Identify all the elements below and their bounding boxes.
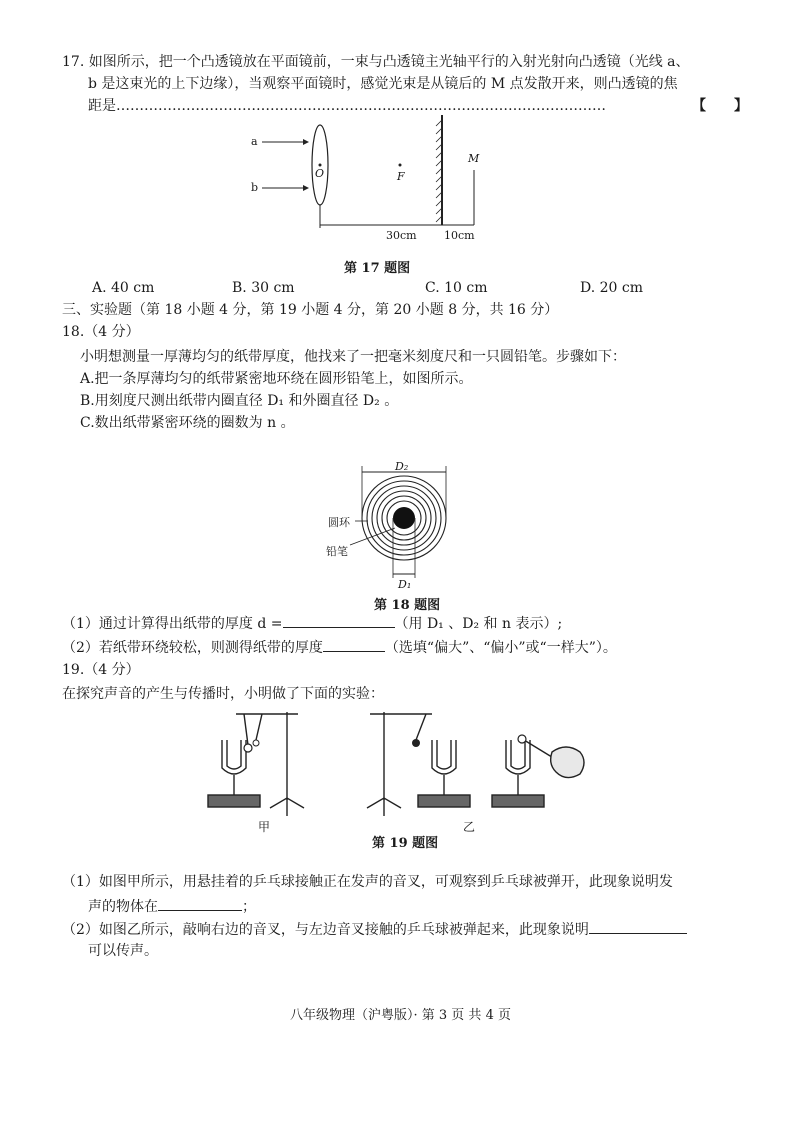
- page-footer: 八年级物理（沪粤版）· 第 3 页 共 4 页: [290, 1008, 511, 1023]
- setup-jia-label: 甲: [258, 820, 271, 834]
- ring-label: 圆环: [328, 516, 350, 529]
- q19-sub2-line1: [62, 919, 687, 939]
- d1-label: D₁: [398, 578, 412, 591]
- q17-option-b: B. 30 cm: [232, 280, 295, 296]
- dist-30cm-label: 30cm: [386, 229, 417, 242]
- q18-sub2-suffix: （选填“偏大”、“偏小”或“一样大”）。: [384, 640, 617, 656]
- section-3-heading: 三、实验题（第 18 小题 4 分，第 19 小题 4 分，第 20 小题 8 分，共 16 分）: [62, 302, 559, 318]
- q19-sub1-line2: [88, 896, 256, 916]
- q19-answer-blank-2[interactable]: [589, 919, 687, 934]
- q18-step-a: A.把一条厚薄均匀的纸带紧密地环绕在圆形铅笔上，如图所示。: [80, 371, 473, 387]
- q17-option-a: A. 40 cm: [92, 280, 155, 296]
- q19-caption: 第 19 题图: [372, 836, 439, 851]
- q18-sub2-prefix: （2）若纸带环绕较松，则测得纸带的厚度: [62, 640, 323, 656]
- q18-intro: 小明想测量一厚薄均匀的纸带厚度，他找来了一把毫米刻度尺和一只圆铅笔。步骤如下：: [80, 349, 626, 365]
- dist-10cm-label: 10cm: [444, 229, 475, 242]
- q19-answer-blank-1[interactable]: [158, 896, 242, 911]
- q18-sub1-suffix: （用 D₁ 、D₂ 和 n 表示）;: [394, 616, 563, 632]
- q18-step-b: B.用刻度尺测出纸带内圈直径 D₁ 和外圈直径 D₂ 。: [80, 393, 399, 409]
- pencil-label: 铅笔: [326, 545, 348, 558]
- d2-label: D₂: [395, 460, 409, 473]
- point-m-label: M: [468, 152, 480, 165]
- q19-sub2-line2: 可以传声。: [88, 943, 158, 959]
- q19-sub1-suffix: ；: [242, 899, 256, 915]
- q17-line1: 17. 如图所示，把一个凸透镜放在平面镜前，一束与凸透镜主光轴平行的入射光射向凸透镜（光线 a、: [62, 54, 690, 70]
- q19-sub1-prefix: 声的物体在: [88, 899, 158, 915]
- q19-sub1-line1: （1）如图甲所示，用悬挂着的乒乓球接触正在发声的音叉，可观察到乒乓球被弹开，此现象说明发: [62, 874, 673, 890]
- q17-caption: 第 17 题图: [344, 261, 411, 276]
- q18-step-c: C.数出纸带紧密环绕的圈数为 n 。: [80, 415, 295, 431]
- q17-line2: b 是这束光的上下边缘），当观察平面镜时，感觉光束是从镜后的 M 点发散开来，则凸透镜的焦: [88, 76, 678, 92]
- q17-line3: 距是……………………………………………………………………………………………: [88, 98, 606, 114]
- q17-option-d: D. 20 cm: [580, 280, 644, 296]
- ping-pong-ball-jia: [244, 744, 252, 752]
- q18-caption: 第 18 题图: [374, 598, 441, 613]
- ping-pong-ball-yi: [412, 739, 420, 747]
- ray-b-label: b: [251, 181, 259, 194]
- q18-sub1-prefix: （1）通过计算得出纸带的厚度 d =: [62, 616, 283, 632]
- q19-sub2-prefix: （2）如图乙所示，敲响右边的音叉，与左边音叉接触的乒乓球被弹起来，此现象说明: [62, 922, 589, 938]
- q17-answer-bracket: 【 】: [692, 98, 748, 114]
- setup-yi-label: 乙: [463, 820, 476, 834]
- q18-heading: 18.（4 分）: [62, 324, 140, 340]
- focus-label: F: [397, 170, 405, 183]
- q19-intro: 在探究声音的产生与传播时，小明做了下面的实验：: [62, 686, 384, 702]
- q19-heading: 19.（4 分）: [62, 662, 140, 678]
- lens-center-label: O: [315, 167, 325, 180]
- q17-option-c: C. 10 cm: [425, 280, 488, 296]
- ray-a-label: a: [251, 135, 258, 148]
